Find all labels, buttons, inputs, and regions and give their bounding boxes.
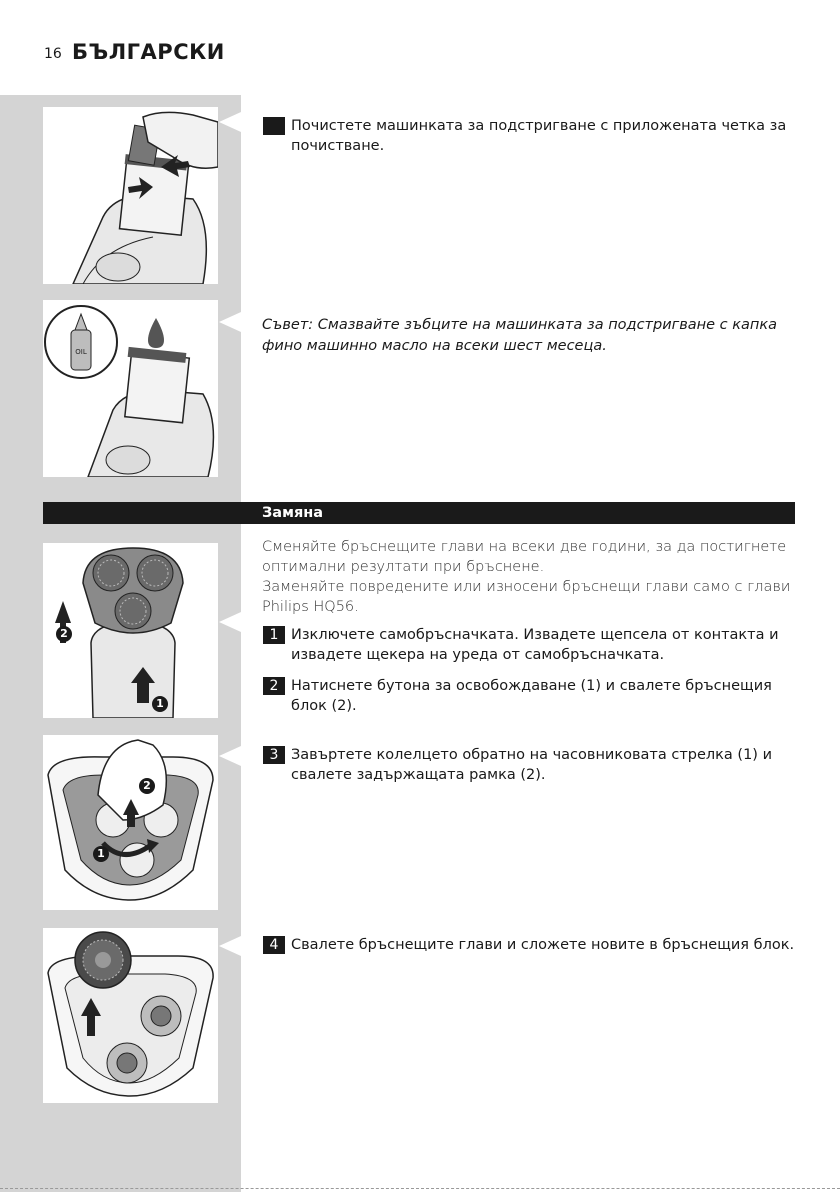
pointer-notch [219, 746, 241, 766]
pointer-notch [219, 612, 241, 632]
cleaning-step [263, 116, 793, 156]
oil-label: OIL [75, 348, 87, 356]
callout-1: 1 [93, 846, 109, 862]
intro-paragraph: Заменяйте повредените или износени бръснещи глави само с глави Philips HQ56. [262, 579, 791, 615]
callout-1: 1 [152, 696, 168, 712]
page-number: 16 [44, 46, 62, 62]
pointer-notch [219, 112, 241, 132]
page-title: БЪЛГАРСКИ [72, 40, 225, 64]
step-text: Завъртете колелцето обратно на часовниковата стрелка (1) и свалете задържащата рамка (2). [291, 747, 772, 783]
step-text: Почистете машинката за подстригване с приложената четка за почистване. [291, 118, 787, 154]
callout-2: 2 [56, 626, 72, 642]
intro-paragraph: Сменяйте бръснещите глави на всеки две години, за да постигнете оптимални резултати при бръснене. [262, 539, 787, 575]
replacement-step-3 [263, 745, 793, 785]
illustration-replace-heads [43, 928, 218, 1103]
pointer-notch [219, 312, 241, 332]
replacement-step-2 [263, 676, 793, 716]
step-number: 2 [263, 677, 285, 695]
illustration-oil [43, 300, 218, 477]
step-text: Натиснете бутона за освобождаване (1) и свалете бръснещия блок (2). [291, 678, 772, 714]
pointer-notch [219, 936, 241, 956]
step-number: 3 [263, 746, 285, 764]
step-number-blank [263, 117, 285, 135]
callout-2: 2 [139, 778, 155, 794]
replacement-step-4 [263, 935, 803, 955]
tip-text: Съвет: Смазвайте зъбците на машинката за подстригване с капка фино машинно масло на всеки шест месеца. [262, 317, 778, 354]
section-bar [43, 502, 795, 524]
oil-drop-icon [148, 318, 164, 348]
replacement-step-1 [263, 625, 793, 665]
page-bottom-line [0, 1188, 840, 1190]
section-title: Замяна [262, 505, 324, 521]
step-number: 4 [263, 936, 285, 954]
illustration-retaining-frame [43, 735, 218, 910]
step-text: Изключете самобръсначката. Извадете щепсела от контакта и извадете щекера на уреда от самобръсначката. [291, 627, 779, 663]
illustration-brush-cleaning [43, 107, 218, 284]
step-number: 1 [263, 626, 285, 644]
step-text: Свалете бръснещите глави и сложете новите в бръснещия блок. [291, 937, 795, 953]
